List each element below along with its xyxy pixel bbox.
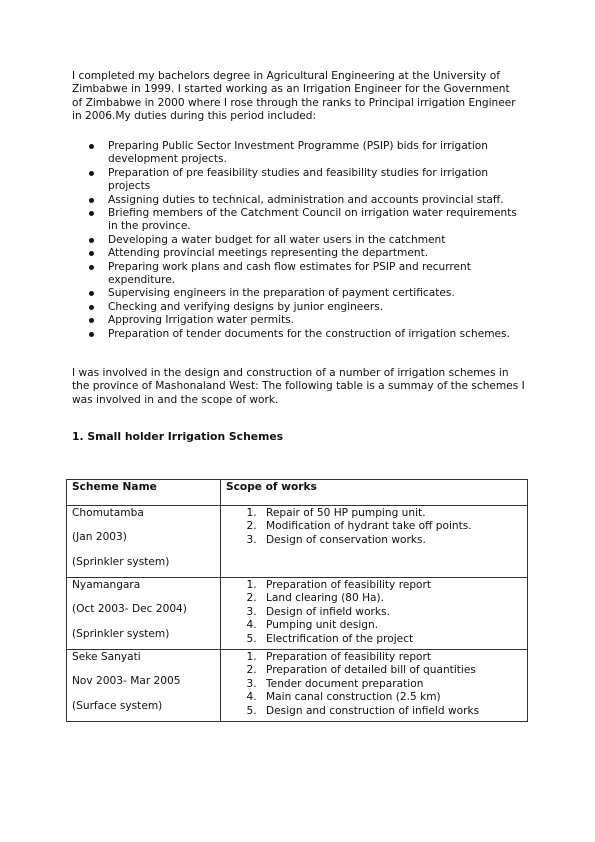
duty-item: Preparing Public Sector Investment Programme (PSIP) bids for irrigation development projects.: [72, 140, 527, 167]
scheme-name-cell: [67, 506, 221, 578]
works-item: 2. Preparation of detailed bill of quantities: [260, 664, 522, 677]
schemes-table: [66, 479, 528, 722]
scheme-name: Chomutamba: [72, 507, 144, 519]
table-header-row: [67, 480, 528, 506]
works-item: 2. Land clearing (80 Ha).: [260, 592, 522, 605]
scheme-name: Nyamangara: [72, 579, 141, 591]
duty-item: Supervising engineers in the preparation of payment certificates.: [72, 287, 527, 300]
duty-item: Assigning duties to technical, administration and accounts provincial staff.: [72, 194, 527, 207]
duty-item: Preparing work plans and cash flow estimates for PSIP and recurrent expenditure.: [72, 261, 527, 288]
works-item: 5. Electrification of the project: [260, 633, 522, 646]
duty-item: Attending provincial meetings representing the department.: [72, 247, 527, 260]
works-list: [226, 651, 522, 718]
works-list: [226, 579, 522, 646]
scope-of-works-cell: [221, 506, 528, 578]
table-row: [67, 578, 528, 650]
works-item: 4. Main canal construction (2.5 km): [260, 691, 522, 704]
works-item: 2. Modification of hydrant take off points.: [260, 520, 522, 533]
scheme-system: (Sprinkler system): [72, 627, 170, 640]
duty-item: Developing a water budget for all water users in the catchment: [72, 234, 527, 247]
works-item: 1. Repair of 50 HP pumping unit.: [260, 507, 522, 520]
section-heading: 1. Small holder Irrigation Schemes: [72, 430, 284, 443]
header-scope-of-works: Scope of works: [221, 480, 528, 506]
scheme-name-cell: [67, 578, 221, 650]
scheme-date: (Jan 2003): [72, 531, 127, 544]
duty-item: Briefing members of the Catchment Council on irrigation water requirements in the province.: [72, 207, 527, 234]
works-item: 3. Design of infield works.: [260, 606, 522, 619]
duties-list: [72, 140, 527, 341]
scope-of-works-cell: [221, 650, 528, 722]
works-item: 1. Preparation of feasibility report: [260, 651, 522, 664]
works-item: 3. Design of conservation works.: [260, 534, 522, 547]
works-list: [226, 507, 522, 547]
duty-item: Checking and verifying designs by junior engineers.: [72, 301, 527, 314]
scheme-system: (Surface system): [72, 699, 163, 712]
scheme-date: Nov 2003- Mar 2005: [72, 675, 181, 688]
duty-item: Preparation of tender documents for the construction of irrigation schemes.: [72, 328, 527, 341]
scheme-name-cell: [67, 650, 221, 722]
involved-paragraph: I was involved in the design and construction of a number of irrigation schemes in the province of Mashonaland West: The following table is a summay of the schemes I was involved in and the scope of work.: [72, 367, 525, 406]
works-item: 5. Design and construction of infield works: [260, 705, 522, 718]
scheme-system: (Sprinkler system): [72, 555, 170, 568]
works-item: 4. Pumping unit design.: [260, 619, 522, 632]
works-item: 3. Tender document preparation: [260, 678, 522, 691]
scheme-date: (Oct 2003- Dec 2004): [72, 603, 187, 616]
header-scheme-name: Scheme Name: [67, 480, 221, 506]
duty-item: Preparation of pre feasibility studies and feasibility studies for irrigation projects: [72, 167, 527, 194]
works-item: 1. Preparation of feasibility report: [260, 579, 522, 592]
duty-item: Approving Irrigation water permits.: [72, 314, 527, 327]
scope-of-works-cell: [221, 578, 528, 650]
table-row: [67, 506, 528, 578]
table-row: [67, 650, 528, 722]
intro-paragraph: I completed my bachelors degree in Agricultural Engineering at the University of Zimbabwe in 1999. I started working as an Irrigation Engineer for the Government of Zimbabwe in 2000 where I rose through the ranks to Principal irrigation Engineer in 2006.My duties during this period included:: [72, 70, 516, 123]
scheme-name: Seke Sanyati: [72, 651, 141, 663]
